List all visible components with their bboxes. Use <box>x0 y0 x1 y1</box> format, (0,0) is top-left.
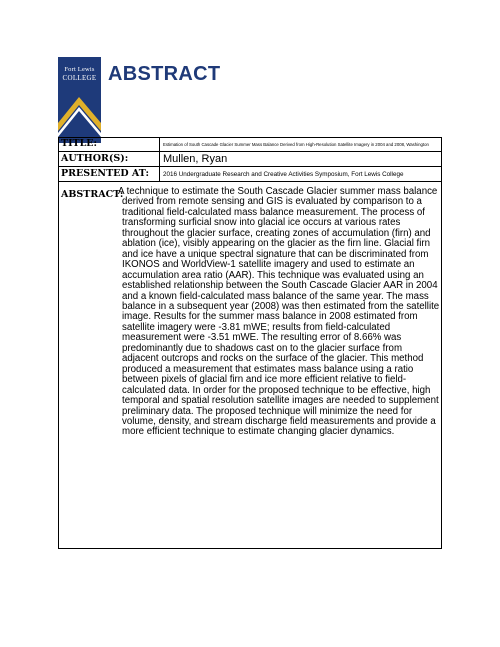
title-label: TITLE: <box>61 138 98 149</box>
abstract-body: A technique to estimate the South Cascade Glacier summer mass balance derived from remote sensing and GIS is evaluated by comparison to a traditional field-calculated mass balance measurement. The process of transforming surficial snow into glacial ice occurs at various rates throughout the glacier surface, creating zones of accumulation (firn) and ablation (ice), visibly appearing on the glacier as the firn line. Glacial firn and ice have a unique spectral signature that can be discriminated from IKONOS and WorldView-1 satellite imagery and used to estimate an accumulation area ratio (AAR). This technique was evaluated using an established relationship between the South Cascade Glacier AAR in 2004 and a known field-calculated mass balance of the same year. The mass balance in a subsequent year (2008) was then estimated from the satellite image. Results for the summer mass balance in 2008 estimated from satellite imagery were -3.81 mWE; results from field-calculated measurement were -3.51 mWE. The resulting error of 8.66% was predominantly due to shadows cast on to the glacier surface from adjacent outcrops and rocks on the surface of the glacier. This method produced a measurement that estimates mass balance using a ratio between pixels of glacial firn and ice more efficient relative to field-calculated data. In order for the proposed technique to be effective, high temporal and spatial resolution satellite images are needed to supplement preliminary data. The proposed technique will minimize the need for volume, density, and stream discharge field measurements and provide a more efficient technique to estimate changing glacier dynamics. <box>118 186 440 438</box>
author-value: Mullen, Ryan <box>159 152 442 166</box>
title-row <box>58 137 442 152</box>
mountain-chevron-icon <box>58 91 101 143</box>
page-title: ABSTRACT <box>108 63 221 85</box>
title-value: Estimation of South Cascade Glacier Summer Mass Balance Derived from High-Resolution Satellite Imagery in 2004 and 2008, Washington <box>159 137 442 151</box>
logo-line-2: COLLEGE <box>62 74 97 82</box>
logo-line-1: Fort Lewis <box>64 66 95 73</box>
author-row <box>58 152 442 167</box>
presented-at-label: PRESENTED AT: <box>61 168 150 179</box>
presented-at-row <box>58 167 442 182</box>
fort-lewis-college-logo <box>58 57 101 143</box>
presented-at-value: 2016 Undergraduate Research and Creative Activities Symposium, Fort Lewis College <box>159 167 442 181</box>
author-label: AUTHOR(S): <box>61 153 129 164</box>
abstract-label: ABSTRACT: <box>61 189 124 200</box>
